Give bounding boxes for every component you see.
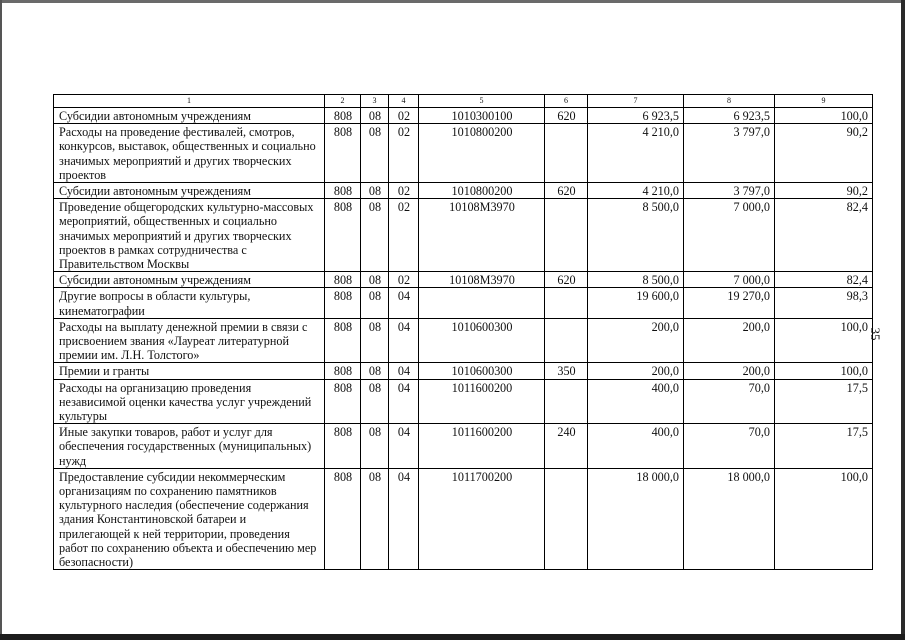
actual-cell: 3 797,0 xyxy=(684,183,775,199)
expense-type-cell xyxy=(545,318,588,363)
actual-cell: 19 270,0 xyxy=(684,288,775,318)
header-cell: 1 xyxy=(54,95,325,108)
name-cell: Расходы на проведение фестивалей, смотров, конкурсов, выставок, общественных и социально значимых мероприятий и других творческих проектов xyxy=(54,124,325,183)
expense-type-cell xyxy=(545,379,588,424)
name-cell: Предоставление субсидии некоммерческим организациям по сохранению памятников культурного наследия (обеспечение содержания здания Константиновской батареи и прилегающей к ней территории, проведения работ по сохранению объекта и обеспечению мер безопасности) xyxy=(54,468,325,569)
section-cell: 08 xyxy=(361,199,389,272)
plan-cell: 400,0 xyxy=(588,379,684,424)
expense-type-cell: 350 xyxy=(545,363,588,379)
target-article-cell: 1010300100 xyxy=(419,108,545,124)
table-row xyxy=(54,108,873,124)
name-cell: Субсидии автономным учреждениям xyxy=(54,272,325,288)
grbs-cell: 808 xyxy=(325,272,361,288)
actual-cell: 200,0 xyxy=(684,318,775,363)
grbs-cell: 808 xyxy=(325,318,361,363)
subsection-cell: 04 xyxy=(389,468,419,569)
target-article-cell: 1010600300 xyxy=(419,318,545,363)
name-cell: Субсидии автономным учреждениям xyxy=(54,183,325,199)
grbs-cell: 808 xyxy=(325,108,361,124)
header-cell: 3 xyxy=(361,95,389,108)
target-article-cell: 1011600200 xyxy=(419,424,545,469)
plan-cell: 400,0 xyxy=(588,424,684,469)
expense-type-cell xyxy=(545,124,588,183)
section-cell: 08 xyxy=(361,363,389,379)
name-cell: Другие вопросы в области культуры, кинематографии xyxy=(54,288,325,318)
subsection-cell: 02 xyxy=(389,199,419,272)
actual-cell: 6 923,5 xyxy=(684,108,775,124)
budget-table-body xyxy=(54,95,873,570)
table-row xyxy=(54,272,873,288)
header-cell: 7 xyxy=(588,95,684,108)
section-cell: 08 xyxy=(361,272,389,288)
subsection-cell: 04 xyxy=(389,288,419,318)
section-cell: 08 xyxy=(361,288,389,318)
grbs-cell: 808 xyxy=(325,379,361,424)
percent-cell: 82,4 xyxy=(775,199,873,272)
subsection-cell: 04 xyxy=(389,424,419,469)
expense-type-cell: 620 xyxy=(545,272,588,288)
name-cell: Проведение общегородских культурно-массовых мероприятий, общественных и социально значимых мероприятий и других творческих проектов в рамках сотрудничества с Правительством Москвы xyxy=(54,199,325,272)
plan-cell: 6 923,5 xyxy=(588,108,684,124)
expense-type-cell xyxy=(545,199,588,272)
header-cell: 2 xyxy=(325,95,361,108)
scan-edge-bottom xyxy=(0,634,905,640)
actual-cell: 200,0 xyxy=(684,363,775,379)
section-cell: 08 xyxy=(361,424,389,469)
section-cell: 08 xyxy=(361,183,389,199)
plan-cell: 18 000,0 xyxy=(588,468,684,569)
scan-edge-right xyxy=(901,0,905,640)
percent-cell: 98,3 xyxy=(775,288,873,318)
plan-cell: 200,0 xyxy=(588,363,684,379)
section-cell: 08 xyxy=(361,468,389,569)
plan-cell: 8 500,0 xyxy=(588,272,684,288)
grbs-cell: 808 xyxy=(325,199,361,272)
percent-cell: 90,2 xyxy=(775,124,873,183)
actual-cell: 7 000,0 xyxy=(684,272,775,288)
page-number: 35 xyxy=(868,327,883,341)
table-row xyxy=(54,318,873,363)
plan-cell: 19 600,0 xyxy=(588,288,684,318)
name-cell: Расходы на организацию проведения независимой оценки качества услуг учреждений культуры xyxy=(54,379,325,424)
expense-type-cell: 620 xyxy=(545,183,588,199)
subsection-cell: 04 xyxy=(389,363,419,379)
name-cell: Субсидии автономным учреждениям xyxy=(54,108,325,124)
target-article-cell: 1011600200 xyxy=(419,379,545,424)
table-row xyxy=(54,424,873,469)
target-article-cell: 10108М3970 xyxy=(419,272,545,288)
subsection-cell: 02 xyxy=(389,272,419,288)
section-cell: 08 xyxy=(361,379,389,424)
grbs-cell: 808 xyxy=(325,183,361,199)
expense-type-cell xyxy=(545,288,588,318)
budget-table xyxy=(53,94,873,570)
table-header-row xyxy=(54,95,873,108)
plan-cell: 4 210,0 xyxy=(588,124,684,183)
grbs-cell: 808 xyxy=(325,468,361,569)
actual-cell: 70,0 xyxy=(684,424,775,469)
plan-cell: 4 210,0 xyxy=(588,183,684,199)
table-row xyxy=(54,379,873,424)
section-cell: 08 xyxy=(361,124,389,183)
target-article-cell: 1010800200 xyxy=(419,124,545,183)
header-cell: 8 xyxy=(684,95,775,108)
target-article-cell: 1011700200 xyxy=(419,468,545,569)
name-cell: Иные закупки товаров, работ и услуг для обеспечения государственных (муниципальных) нужд xyxy=(54,424,325,469)
actual-cell: 70,0 xyxy=(684,379,775,424)
percent-cell: 17,5 xyxy=(775,379,873,424)
percent-cell: 82,4 xyxy=(775,272,873,288)
percent-cell: 100,0 xyxy=(775,318,873,363)
section-cell: 08 xyxy=(361,318,389,363)
scan-edge-top xyxy=(0,0,905,3)
table-row xyxy=(54,288,873,318)
percent-cell: 90,2 xyxy=(775,183,873,199)
subsection-cell: 02 xyxy=(389,108,419,124)
header-cell: 9 xyxy=(775,95,873,108)
actual-cell: 7 000,0 xyxy=(684,199,775,272)
table-row xyxy=(54,363,873,379)
table-row xyxy=(54,199,873,272)
grbs-cell: 808 xyxy=(325,288,361,318)
expense-type-cell: 240 xyxy=(545,424,588,469)
percent-cell: 17,5 xyxy=(775,424,873,469)
actual-cell: 3 797,0 xyxy=(684,124,775,183)
target-article-cell: 1010600300 xyxy=(419,363,545,379)
subsection-cell: 02 xyxy=(389,124,419,183)
percent-cell: 100,0 xyxy=(775,363,873,379)
grbs-cell: 808 xyxy=(325,363,361,379)
percent-cell: 100,0 xyxy=(775,108,873,124)
table-row xyxy=(54,183,873,199)
name-cell: Расходы на выплату денежной премии в связи с присвоением звания «Лауреат литературной премии им. Л.Н. Толстого» xyxy=(54,318,325,363)
name-cell: Премии и гранты xyxy=(54,363,325,379)
header-cell: 5 xyxy=(419,95,545,108)
scan-edge-left xyxy=(0,0,2,640)
header-cell: 6 xyxy=(545,95,588,108)
target-article-cell: 10108М3970 xyxy=(419,199,545,272)
grbs-cell: 808 xyxy=(325,424,361,469)
section-cell: 08 xyxy=(361,108,389,124)
plan-cell: 8 500,0 xyxy=(588,199,684,272)
expense-type-cell: 620 xyxy=(545,108,588,124)
plan-cell: 200,0 xyxy=(588,318,684,363)
grbs-cell: 808 xyxy=(325,124,361,183)
expense-type-cell xyxy=(545,468,588,569)
target-article-cell xyxy=(419,288,545,318)
table-row xyxy=(54,468,873,569)
subsection-cell: 02 xyxy=(389,183,419,199)
subsection-cell: 04 xyxy=(389,379,419,424)
target-article-cell: 1010800200 xyxy=(419,183,545,199)
header-cell: 4 xyxy=(389,95,419,108)
percent-cell: 100,0 xyxy=(775,468,873,569)
actual-cell: 18 000,0 xyxy=(684,468,775,569)
table-row xyxy=(54,124,873,183)
subsection-cell: 04 xyxy=(389,318,419,363)
